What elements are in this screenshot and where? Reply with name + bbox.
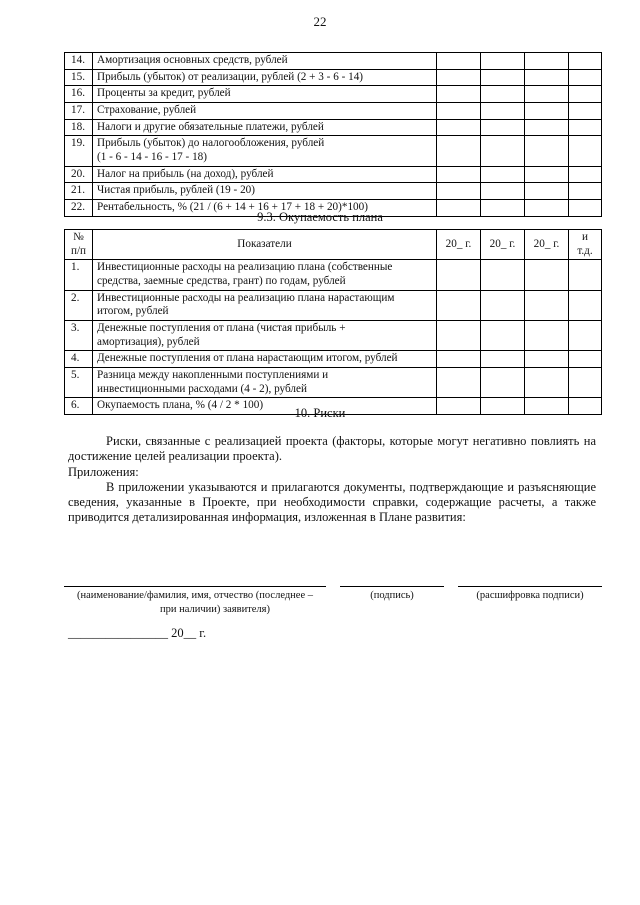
value-cell xyxy=(437,166,481,183)
row-indicator xyxy=(93,69,437,86)
value-cell xyxy=(525,53,569,70)
value-cell xyxy=(569,119,602,136)
row-indicator xyxy=(93,119,437,136)
row-indicator-line-2: амортизация), рублей xyxy=(97,335,200,348)
table-row xyxy=(65,320,602,350)
row-indicator-text: Рентабельность, % (21 / (6 + 14 + 16 + 17 + 18 + 20)*100) xyxy=(97,200,368,213)
value-cell xyxy=(481,290,525,320)
value-cell xyxy=(437,351,481,368)
value-cell xyxy=(569,183,602,200)
table-row xyxy=(65,367,602,397)
row-indicator-text: Прибыль (убыток) от реализации, рублей (2 + 3 - 6 - 14) xyxy=(97,70,364,83)
row-indicator xyxy=(93,367,437,397)
value-cell xyxy=(437,320,481,350)
value-cell xyxy=(437,260,481,290)
row-indicator xyxy=(93,351,437,368)
value-cell xyxy=(481,119,525,136)
value-cell xyxy=(525,367,569,397)
table-row xyxy=(65,136,602,166)
row-number: 20. xyxy=(65,166,93,183)
value-cell xyxy=(525,102,569,119)
value-cell xyxy=(569,290,602,320)
row-indicator-line-1: Инвестиционные расходы на реализацию плана нарастающим xyxy=(97,291,395,304)
row-number: 16. xyxy=(65,86,93,103)
row-indicator-line-1: Окупаемость плана, % (4 / 2 * 100) xyxy=(97,399,264,412)
value-cell xyxy=(569,166,602,183)
value-cell xyxy=(525,166,569,183)
sign-caption: (подпись) xyxy=(370,590,414,601)
row-number: 4. xyxy=(65,351,93,368)
value-cell xyxy=(481,69,525,86)
value-cell xyxy=(437,53,481,70)
row-number: 3. xyxy=(65,320,93,350)
value-cell xyxy=(569,320,602,350)
value-cell xyxy=(525,260,569,290)
value-cell xyxy=(569,86,602,103)
table-row xyxy=(65,53,602,70)
page-number: 22 xyxy=(313,14,327,29)
appendix-paragraph: В приложении указываются и прилагаются документы, подтверждающие и разъясняющие сведения, указанные в Проекте, при необходимости справки, содержащие расчеты, а также приводится детализированная информация, изложенная в Плане развития: xyxy=(68,480,596,524)
section-9-3-title: 9.3. Окупаемость плана xyxy=(257,210,383,224)
row-indicator xyxy=(93,320,437,350)
row-indicator-line-1: Инвестиционные расходы на реализацию плана (собственные xyxy=(97,261,393,274)
payback-table-header xyxy=(65,230,602,260)
value-cell xyxy=(437,69,481,86)
row-number: 14. xyxy=(65,53,93,70)
value-cell xyxy=(569,351,602,368)
table-row xyxy=(65,86,602,103)
header-year-3: 20_ г. xyxy=(525,230,569,260)
decode-caption: (расшифровка подписи) xyxy=(476,590,584,601)
decode-line xyxy=(458,586,602,587)
row-indicator xyxy=(93,136,437,166)
row-number: 19. xyxy=(65,136,93,166)
value-cell xyxy=(525,86,569,103)
payback-table xyxy=(64,229,602,415)
row-indicator-line-1: Денежные поступления от плана (чистая прибыль + xyxy=(97,321,346,334)
value-cell xyxy=(569,53,602,70)
value-cell xyxy=(525,183,569,200)
row-indicator-line-2: инвестиционными расходами (4 - 2), рублей xyxy=(97,382,307,395)
name-caption-line-1: (наименование/фамилия, имя, отчество (последнее – xyxy=(77,590,313,601)
row-indicator-line-2: итогом, рублей xyxy=(97,305,169,318)
value-cell xyxy=(525,320,569,350)
value-cell xyxy=(481,166,525,183)
header-num: № xyxy=(73,231,84,243)
header-year-2: 20_ г. xyxy=(481,230,525,260)
row-indicator-text-2: (1 - 6 - 14 - 16 - 17 - 18) xyxy=(97,150,207,163)
name-caption xyxy=(64,589,326,617)
value-cell xyxy=(525,290,569,320)
row-indicator-text: Налог на прибыль (на доход), рублей xyxy=(97,167,274,180)
header-etc: и xyxy=(582,231,588,243)
header-num-cell xyxy=(65,230,93,260)
value-cell xyxy=(569,102,602,119)
table-row xyxy=(65,102,602,119)
row-number: 17. xyxy=(65,102,93,119)
row-indicator-line-2: средства, заемные средства, грант) по годам, рублей xyxy=(97,274,346,287)
row-indicator xyxy=(93,166,437,183)
date-line: ________________ 20__ г. xyxy=(68,626,207,640)
name-caption-line-2: при наличии) заявителя) xyxy=(159,604,270,615)
row-indicator-text: Страхование, рублей xyxy=(97,103,197,116)
value-cell xyxy=(481,53,525,70)
row-number: 5. xyxy=(65,367,93,397)
row-indicator-text: Проценты за кредит, рублей xyxy=(97,87,231,100)
row-number: 2. xyxy=(65,290,93,320)
row-indicator xyxy=(93,290,437,320)
value-cell xyxy=(569,69,602,86)
value-cell xyxy=(525,69,569,86)
value-cell xyxy=(569,136,602,166)
table-row xyxy=(65,290,602,320)
row-number: 22. xyxy=(65,199,93,216)
table-row xyxy=(65,260,602,290)
appendix-label: Приложения: xyxy=(68,465,139,479)
table-row xyxy=(65,119,602,136)
value-cell xyxy=(481,86,525,103)
value-cell xyxy=(481,320,525,350)
row-number: 18. xyxy=(65,119,93,136)
row-number: 1. xyxy=(65,260,93,290)
row-indicator-text: Прибыль (убыток) до налогообложения, рублей xyxy=(97,137,325,150)
row-indicator-line-1: Денежные поступления от плана нарастающим итогом, рублей xyxy=(97,352,398,365)
value-cell xyxy=(437,102,481,119)
value-cell xyxy=(437,136,481,166)
row-number: 6. xyxy=(65,398,93,415)
value-cell xyxy=(569,260,602,290)
header-year-1: 20_ г. xyxy=(437,230,481,260)
row-indicator-text: Чистая прибыль, рублей (19 - 20) xyxy=(97,184,255,197)
name-line xyxy=(64,586,326,587)
value-cell xyxy=(437,290,481,320)
header-etc-cell xyxy=(569,230,602,260)
value-cell xyxy=(569,367,602,397)
header-etc-sub: т.д. xyxy=(577,244,593,257)
table-row xyxy=(65,166,602,183)
row-number: 21. xyxy=(65,183,93,200)
row-indicator xyxy=(93,86,437,103)
header-num-sub: п/п xyxy=(70,244,87,257)
row-indicator-line-1: Разница между накопленными поступлениями и xyxy=(97,368,329,381)
row-indicator-text: Амортизация основных средств, рублей xyxy=(97,54,288,66)
value-cell xyxy=(481,136,525,166)
value-cell xyxy=(481,367,525,397)
section-10-title: 10. Риски xyxy=(294,406,346,420)
header-indicator: Показатели xyxy=(93,230,437,260)
value-cell xyxy=(437,367,481,397)
row-indicator xyxy=(93,260,437,290)
value-cell xyxy=(481,183,525,200)
row-indicator xyxy=(93,102,437,119)
value-cell xyxy=(481,260,525,290)
value-cell xyxy=(437,86,481,103)
value-cell xyxy=(481,351,525,368)
value-cell xyxy=(437,183,481,200)
row-indicator xyxy=(93,53,437,70)
table-row xyxy=(65,69,602,86)
sign-line xyxy=(340,586,444,587)
row-number: 15. xyxy=(65,69,93,86)
value-cell xyxy=(525,119,569,136)
financial-table xyxy=(64,52,602,217)
value-cell xyxy=(437,119,481,136)
table-row xyxy=(65,351,602,368)
row-indicator-text: Налоги и другие обязательные платежи, рублей xyxy=(97,120,324,133)
table-row xyxy=(65,183,602,200)
value-cell xyxy=(525,351,569,368)
row-indicator xyxy=(93,183,437,200)
value-cell xyxy=(525,136,569,166)
risks-paragraph: Риски, связанные с реализацией проекта (факторы, которые могут негативно повлиять на достижение целей реализации проекта). xyxy=(68,434,596,463)
value-cell xyxy=(481,102,525,119)
